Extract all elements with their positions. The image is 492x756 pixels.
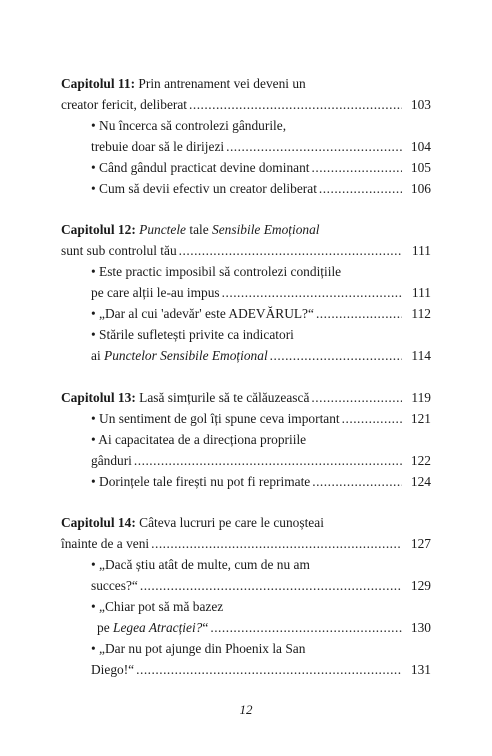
page-ref: 106 [410,181,431,196]
dot-leader [270,345,402,366]
dot-leader [312,157,402,178]
page-number: 12 [239,702,253,717]
subentry-text: • Ai capacitatea de a direcționa propriile [91,432,307,447]
chapter-14-label: Capitolul 14: [61,515,136,530]
toc-entry-chapter-12[interactable] [61,240,431,261]
page-ref: 131 [410,662,431,677]
dot-leader [136,659,402,680]
subentry-text: • „Dar al cui 'adevăr' este ADEVĂRUL?“ [91,306,314,321]
subentry-text: • Este practic imposibil să controlezi condițiile [91,264,342,279]
subentry-text: • Un sentiment de gol îți spune ceva important [91,411,340,426]
toc-subentry[interactable] [91,345,431,366]
dot-leader [179,240,402,261]
page-ref: 111 [411,285,431,300]
chapter-14-title-part-2: înainte de a veni [61,536,150,551]
toc-entry-chapter-14[interactable] [61,533,431,554]
chapter-12-title-italic-1: Punctele [139,222,186,237]
toc-subentry [91,554,431,575]
dot-leader [151,533,402,554]
dot-leader [226,136,402,157]
subentry-text: succes?“ [91,578,138,593]
toc-entry-chapter-11[interactable] [61,94,431,115]
subentry-text: gânduri [91,453,132,468]
chapter-13-label: Capitolul 13: [61,390,136,405]
toc-subentry[interactable] [91,659,431,680]
page-ref: 111 [411,243,431,258]
toc-subentry[interactable] [91,136,431,157]
toc-subentry [91,596,431,617]
toc-subentry[interactable] [97,617,431,638]
chapter-11-label: Capitolul 11: [61,76,136,91]
toc-entry-chapter-13[interactable] [61,387,431,408]
page-ref: 103 [410,97,431,112]
chapter-11-title-part-1: Prin antrenament vei deveni un [138,76,306,91]
toc-subentry [91,324,431,345]
toc-subentry[interactable] [91,575,431,596]
subentry-text-quote: “ [202,620,209,635]
page-ref: 127 [410,536,431,551]
subentry-text: • Stările sufletești privite ca indicatori [91,327,294,342]
chapter-11-title-part-2: creator fericit, deliberat [61,97,188,112]
subentry-text: • „Dacă știu atât de multe, cum de nu am [91,557,310,572]
page-ref: 105 [410,160,431,175]
subentry-text: pe [97,620,110,635]
page-ref: 122 [410,453,431,468]
dot-leader [342,408,402,429]
toc-subentry [91,115,431,136]
dot-leader [140,575,402,596]
subentry-text: trebuie doar să le dirijezi [91,139,225,154]
dot-leader [210,617,402,638]
toc-subentry[interactable] [91,178,431,199]
toc-subentry [91,429,431,450]
chapter-11-title-line-1 [61,73,431,94]
subentry-text: • Dorințele tale firești nu pot fi reprimate [91,474,311,489]
dot-leader [316,303,402,324]
subentry-text-italic: Legea Atracției? [113,620,203,635]
chapter-12-title-part-2: sunt sub controlul tău [61,243,177,258]
subentry-text: ai [91,348,101,363]
page-ref: 124 [410,474,431,489]
page-ref: 130 [410,620,431,635]
page-ref: 121 [410,411,431,426]
toc-subentry [91,261,431,282]
page-ref: 114 [411,348,431,363]
page-ref: 129 [410,578,431,593]
subentry-text: Diego!“ [91,662,135,677]
toc-subentry[interactable] [91,282,431,303]
chapter-12-title-line-1 [61,219,431,240]
chapter-12-title-italic-2: Sensibile Emoțional [212,222,320,237]
toc-subentry[interactable] [91,450,431,471]
subentry-text-italic: Punctelor Sensibile Emoțional [104,348,268,363]
chapter-13-title: Lasă simțurile să te călăuzească [139,390,310,405]
dot-leader [189,94,402,115]
subentry-text: • Nu încerca să controlezi gândurile, [91,118,287,133]
toc-subentry [91,638,431,659]
toc-subentry[interactable] [91,157,431,178]
subentry-text: • „Chiar pot să mă bazez [91,599,224,614]
page-ref: 119 [411,390,431,405]
subentry-text: • Cum să devii efectiv un creator deliberat [91,181,317,196]
chapter-14-title-part-1: Câteva lucruri pe care le cunoșteai [139,515,324,530]
toc-subentry[interactable] [91,471,431,492]
subentry-text: • Când gândul practicat devine dominant [91,160,310,175]
subentry-text: • „Dar nu pot ajunge din Phoenix la San [91,641,306,656]
chapter-14-title-line-1 [61,512,431,533]
chapter-12-label: Capitolul 12: [61,222,136,237]
chapter-12-title-plain: tale [189,222,209,237]
page-ref: 112 [411,306,431,321]
subentry-text: pe care alții le-au impus [91,285,220,300]
dot-leader [319,178,402,199]
toc-subentry[interactable] [91,303,431,324]
toc-subentry[interactable] [91,408,431,429]
dot-leader [312,471,402,492]
dot-leader [222,282,402,303]
page-ref: 104 [410,139,431,154]
dot-leader [311,387,402,408]
dot-leader [134,450,402,471]
